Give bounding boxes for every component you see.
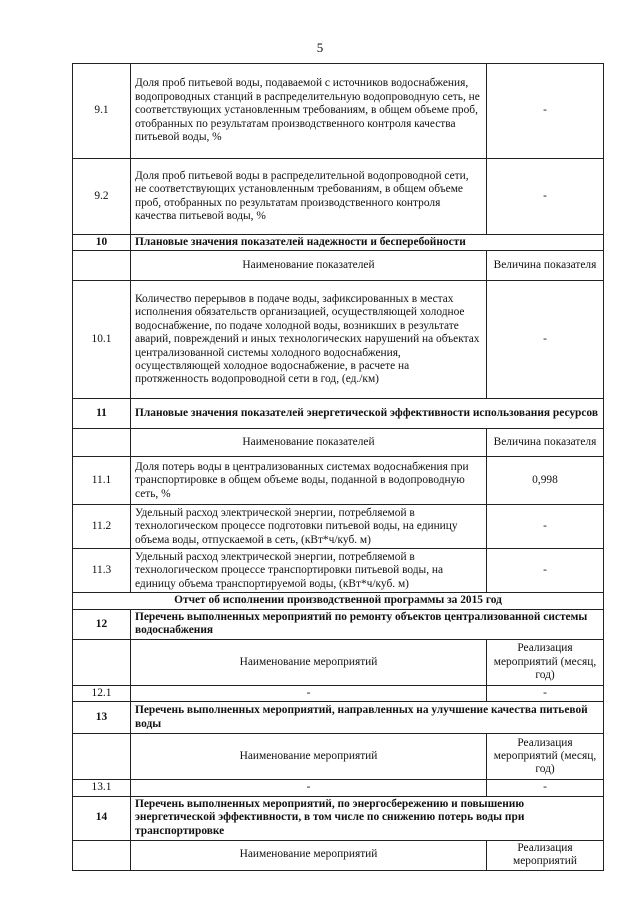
column-header-name: Наименование мероприятий	[131, 639, 487, 685]
table-row	[73, 281, 604, 399]
page-number: 5	[316, 40, 324, 55]
row-number: 9.2	[73, 159, 131, 235]
column-header-row	[73, 429, 604, 457]
indicator-name: Удельный расход электрической энергии, потребляемой в технологическом процессе подготовки питьевой воды, на единицу объема воды, отпускаемой в сеть, (кВт*ч/куб. м)	[131, 505, 487, 549]
section-row	[73, 609, 604, 639]
indicator-name: Количество перерывов в подаче воды, зафиксированных в местах исполнения обязательств организацией, осуществляющей холодное водоснабжение, по подаче холодной воды, возникших в результате аварий, повреждений и иных технологических нарушений на объектах централизованной системы холодного водоснабжения, осуществляющей холодное водоснабжение, в расчете на протяженность водопроводной сети в год, (ед./км)	[131, 281, 487, 399]
row-number: 11.1	[73, 457, 131, 505]
table-row	[73, 685, 604, 701]
column-header-row	[73, 840, 604, 870]
column-header-value: Реализация мероприятий (месяц, год)	[487, 734, 604, 780]
column-header-name: Наименование показателей	[131, 429, 487, 457]
section-row	[73, 702, 604, 734]
column-header-row	[73, 734, 604, 780]
table-row	[73, 64, 604, 159]
row-number: 12.1	[73, 685, 131, 701]
table-row	[73, 549, 604, 593]
indicator-value: 0,998	[487, 457, 604, 505]
indicator-name: Доля проб питьевой воды, подаваемой с источников водоснабжения, водопроводных станций в распределительную водопроводную сеть, не соответствующих установленным требованиям, в общем объеме проб, отобранных по результатам производственного контроля качества питьевой воды, %	[131, 64, 487, 159]
indicator-value: -	[487, 159, 604, 235]
column-header-value: Величина показателя	[487, 429, 604, 457]
section-row	[73, 235, 604, 251]
table-row	[73, 780, 604, 796]
section-title: Плановые значения показателей надежности и бесперебойности	[131, 235, 604, 251]
indicator-value: -	[487, 64, 604, 159]
section-title: Перечень выполненных мероприятий, по энергосбережению и повышению энергетической эффективности, в том числе по снижению потерь воды при транспортировке	[131, 796, 604, 840]
column-header-row	[73, 251, 604, 281]
column-header-value: Реализация мероприятий (месяц, год)	[487, 639, 604, 685]
report-title-row	[73, 593, 604, 609]
report-title: Отчет об исполнении производственной программы за 2015 год	[73, 593, 604, 609]
section-title: Перечень выполненных мероприятий, направленных на улучшение качества питьевой воды	[131, 702, 604, 734]
section-number: 11	[73, 399, 131, 429]
section-number: 13	[73, 702, 131, 734]
indicator-name: Доля потерь воды в централизованных системах водоснабжения при транспортировке в общем объеме воды, поданной в водопроводную сеть, %	[131, 457, 487, 505]
indicator-value: -	[487, 505, 604, 549]
indicator-value: -	[487, 281, 604, 399]
production-program-table	[72, 63, 604, 871]
section-row	[73, 796, 604, 840]
activity-date: -	[487, 780, 604, 796]
row-number: 10.1	[73, 281, 131, 399]
column-header-name: Наименование мероприятий	[131, 840, 487, 870]
section-number: 14	[73, 796, 131, 840]
row-number: 11.3	[73, 549, 131, 593]
table-row	[73, 505, 604, 549]
activity-name: -	[131, 685, 487, 701]
activity-name: -	[131, 780, 487, 796]
table-row	[73, 457, 604, 505]
indicator-name: Доля проб питьевой воды в распределительной водопроводной сети, не соответствующих установленным требованиям, в общем объеме проб, отобранных по результатам производственного контроля качества питьевой воды, %	[131, 159, 487, 235]
indicator-value: -	[487, 549, 604, 593]
row-number: 9.1	[73, 64, 131, 159]
indicator-name: Удельный расход электрической энергии, потребляемой в технологическом процессе транспортировки питьевой воды, на единицу объема транспортируемой воды, (кВт*ч/куб. м)	[131, 549, 487, 593]
section-number: 12	[73, 609, 131, 639]
section-title: Плановые значения показателей энергетической эффективности использования ресурсов	[131, 399, 604, 429]
column-header-row	[73, 639, 604, 685]
table-row	[73, 159, 604, 235]
row-number: 11.2	[73, 505, 131, 549]
row-number: 13.1	[73, 780, 131, 796]
column-header-name: Наименование мероприятий	[131, 734, 487, 780]
column-header-name: Наименование показателей	[131, 251, 487, 281]
section-number: 10	[73, 235, 131, 251]
section-row	[73, 399, 604, 429]
column-header-value: Реализация мероприятий	[487, 840, 604, 870]
column-header-value: Величина показателя	[487, 251, 604, 281]
activity-date: -	[487, 685, 604, 701]
section-title: Перечень выполненных мероприятий по ремонту объектов централизованной системы водоснабжения	[131, 609, 604, 639]
